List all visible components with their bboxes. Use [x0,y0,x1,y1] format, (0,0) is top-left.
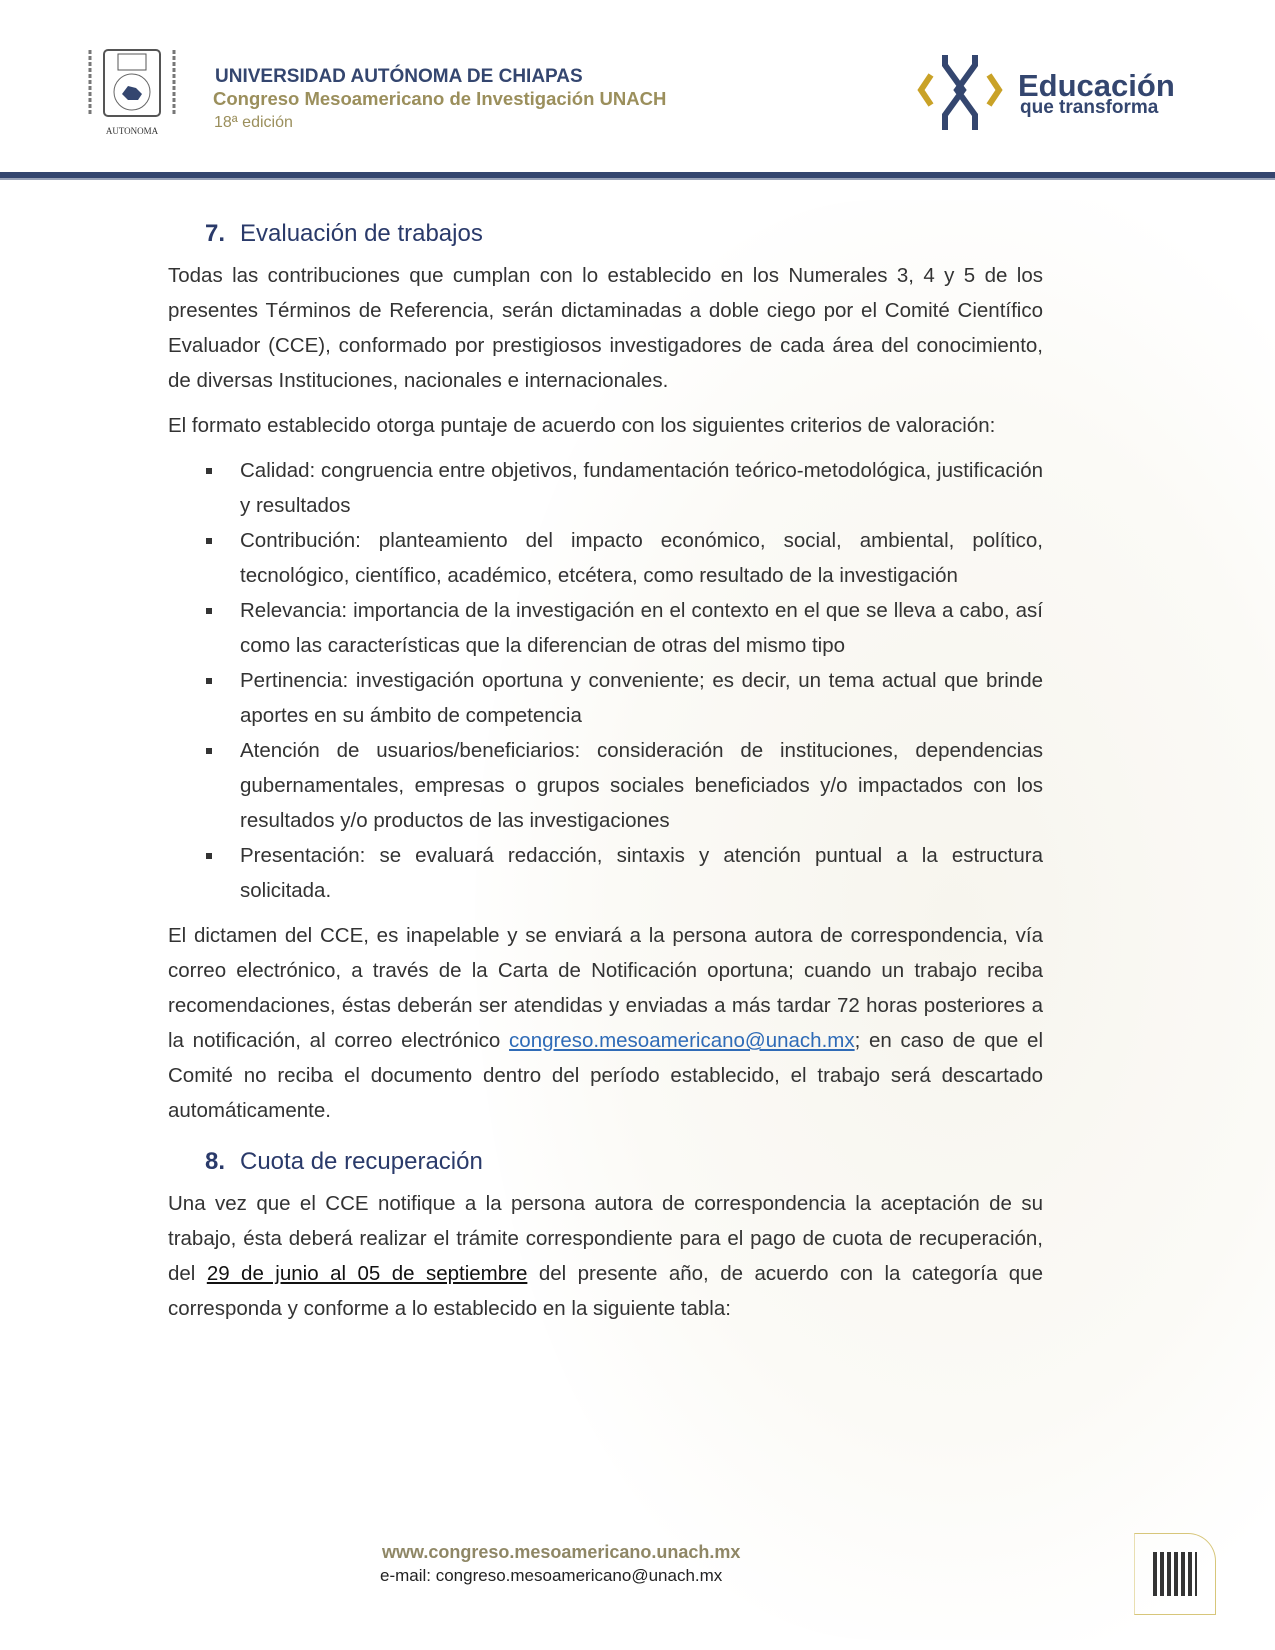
footer-website[interactable]: www.congreso.mesoamericano.unach.mx [382,1542,741,1562]
paragraph [168,918,1043,1128]
paragraph: El formato establecido otorga puntaje de acuerdo con los siguientes criterios de valoración: [168,414,996,437]
educacion-brand-icon [915,50,1005,140]
congress-name: Congreso Mesoamericano de Investigación UNACH [213,88,667,109]
brand-subtitle: que transforma [1020,97,1159,118]
unach-seal-logo [84,46,180,138]
document-body [168,214,1043,1336]
list-item: Pertinencia: investigación oportuna y conveniente; es decir, un tema actual que brinde aportes en su ámbito de competencia [240,663,1043,733]
text: ; en caso de que el Comité no reciba el documento dentro del período establecido, el trabajo será descartado automáticamente. [168,1029,1043,1122]
section-number: 8. [205,1148,226,1175]
list-item: Presentación: se evaluará redacción, sintaxis y atención puntual a la estructura solicitada. [240,838,1043,908]
list-item: Relevancia: importancia de la investigación en el contexto en el que se lleva a cabo, así como las características que la diferencian de otras del mismo tipo [240,593,1043,663]
qr-frame [1134,1533,1216,1615]
criteria-list [168,453,1043,908]
email-link[interactable]: congreso.mesoamericano@unach.mx [509,1029,855,1052]
list-item: Calidad: congruencia entre objetivos, fundamentación teórico-metodológica, justificación y resultados [240,453,1043,523]
svg-text:AUTONOMA: AUTONOMA [105,126,159,136]
text: El dictamen del CCE, es inapelable y se enviará a la persona autora de correspondencia, vía correo electrónico, a través de la Carta de Notificación oportuna; cuando un trabajo reciba recomendaciones, éstas deberán ser atendidas y enviadas a más tardar 72 horas posteriores a la notificación, al correo electrónico [168,924,1043,1052]
section-title: Cuota de recuperación [240,1148,483,1175]
section-7-heading [168,214,1043,254]
edition-label: 18ª edición [214,114,293,131]
section-8-heading [168,1142,1043,1182]
qr-code-icon [1153,1552,1197,1596]
brand-title: Educación [1018,68,1175,103]
list-item: Atención de usuarios/beneficiarios: consideración de instituciones, dependencias gubernamentales, empresas o grupos sociales beneficiados y/o impactados con los resultados y/o productos de las investigaciones [240,733,1043,838]
section-title: Evaluación de trabajos [240,220,483,247]
paragraph [168,1186,1043,1326]
section-number: 7. [205,220,226,247]
list-item: Contribución: planteamiento del impacto económico, social, ambiental, político, tecnológico, científico, académico, etcétera, como resultado de la investigación [240,523,1043,593]
payment-dates: 29 de junio al 05 de septiembre [206,1262,528,1285]
university-name: UNIVERSIDAD AUTÓNOMA DE CHIAPAS [215,66,583,87]
header-divider [0,172,1275,180]
text: del presente año, de acuerdo con la categoría que corresponda y conforme a lo establecido en la siguiente tabla: [168,1262,1043,1320]
footer-email[interactable]: e-mail: congreso.mesoamericano@unach.mx [380,1566,723,1585]
text: Una vez que el CCE notifique a la persona autora de correspondencia la aceptación de su trabajo, ésta deberá realizar el trámite correspondiente para el pago de cuota de recuperación, del [168,1192,1043,1285]
page-header [0,0,1275,180]
paragraph: Todas las contribuciones que cumplan con lo establecido en los Numerales 3, 4 y 5 de los presentes Términos de Referencia, serán dictaminadas a doble ciego por el Comité Científico Evaluador (CCE), conformado por prestigiosos investigadores de cada área del conocimiento, de diversas Instituciones, nacionales e internacionales. [168,264,1043,392]
